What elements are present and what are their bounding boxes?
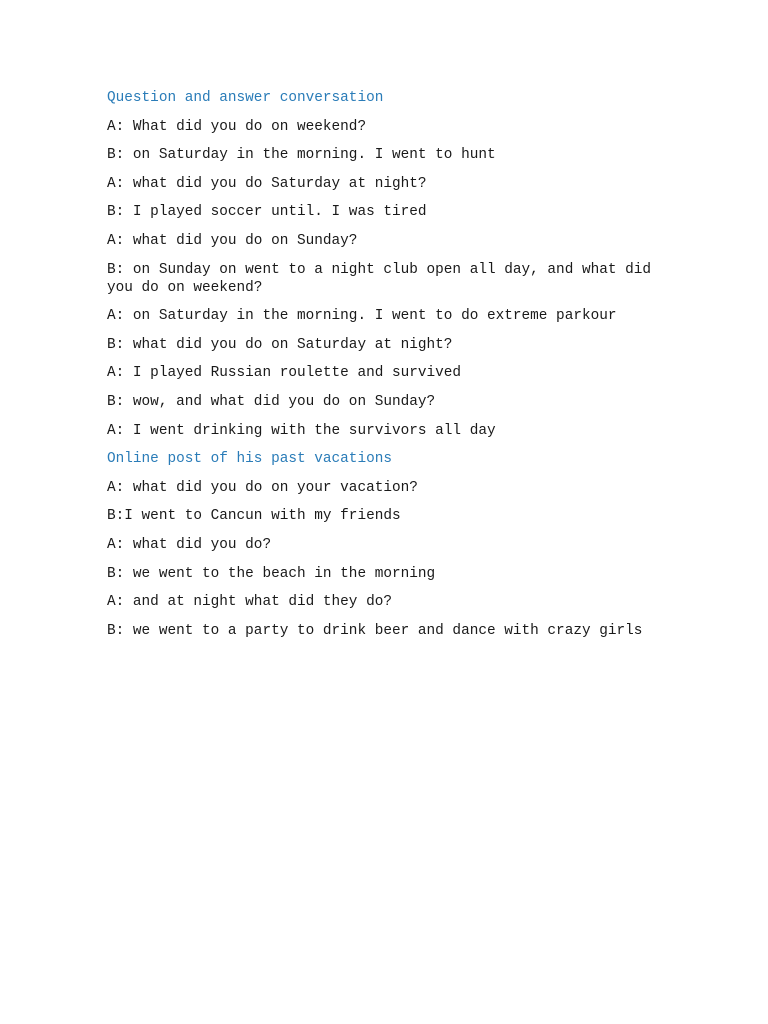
document-content	[107, 89, 660, 650]
dialogue-line: B: wow, and what did you do on Sunday?	[107, 393, 436, 410]
section-heading-vacations: Online post of his past vacations	[107, 451, 392, 468]
dialogue-line: B: what did you do on Saturday at night?	[107, 336, 453, 353]
dialogue-line: B: we went to the beach in the morning	[107, 565, 436, 582]
dialogue-line: A: what did you do on your vacation?	[107, 479, 418, 496]
dialogue-line: A: I went drinking with the survivors all day	[107, 422, 496, 439]
dialogue-line: A: what did you do Saturday at night?	[107, 175, 427, 192]
dialogue-line: A: what did you do?	[107, 536, 272, 553]
dialogue-line: B: I played soccer until. I was tired	[107, 204, 427, 221]
dialogue-line: A: What did you do on weekend?	[107, 118, 367, 135]
dialogue-line: A: I played Russian roulette and survived	[107, 365, 462, 382]
dialogue-line: A: and at night what did they do?	[107, 594, 392, 611]
dialogue-line: B: on Sunday on went to a night club open all day, and what did you do on weekend?	[107, 261, 660, 296]
dialogue-line: B: on Saturday in the morning. I went to hunt	[107, 147, 496, 164]
section-heading-conversation: Question and answer conversation	[107, 90, 384, 106]
dialogue-line: A: what did you do on Sunday?	[107, 232, 358, 249]
dialogue-line: B: we went to a party to drink beer and dance with crazy girls	[107, 622, 643, 639]
dialogue-line: A: on Saturday in the morning. I went to do extreme parkour	[107, 308, 617, 325]
dialogue-line: B:I went to Cancun with my friends	[107, 508, 401, 525]
